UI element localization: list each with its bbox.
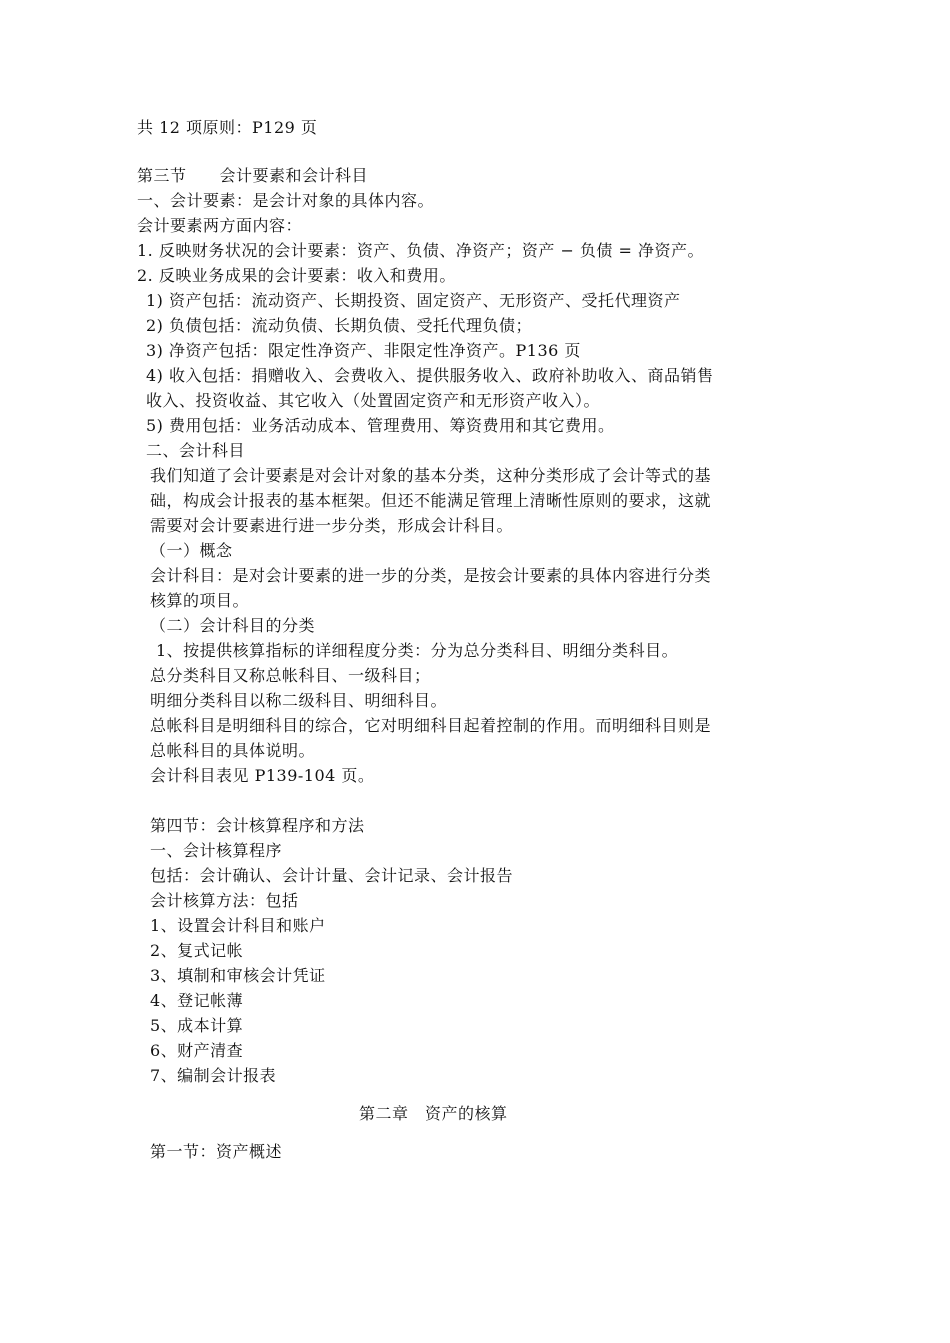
subsection-heading: （一）概念 [150, 541, 233, 560]
text-line: 1. 反映财务状况的会计要素：资产、负债、净资产；资产 − 负债 = 净资产。 [137, 241, 705, 260]
text-line: 包括：会计确认、会计计量、会计记录、会计报告 [150, 866, 514, 885]
text-line: 总帐科目是明细科目的综合，它对明细科目起着控制的作用。而明细科目则是 [150, 716, 712, 735]
section-heading: 第四节：会计核算程序和方法 [150, 816, 365, 835]
text-line: 4) 收入包括：捐赠收入、会费收入、提供服务收入、政府补助收入、商品销售 [146, 366, 714, 385]
text-line: 总分类科目又称总帐科目、一级科目； [150, 666, 431, 685]
section-heading: 第三节 会计要素和会计科目 [137, 166, 369, 185]
text-line: 2. 反映业务成果的会计要素：收入和费用。 [137, 266, 456, 285]
list-item: 6、财产清查 [150, 1041, 244, 1060]
text-line: 一、会计要素：是会计对象的具体内容。 [137, 191, 435, 210]
text-line: 5) 费用包括：业务活动成本、管理费用、筹资费用和其它费用。 [146, 416, 615, 435]
chapter-title: 第二章 资产的核算 [359, 1104, 508, 1123]
text-line: 会计科目表见 P139-104 页。 [150, 766, 375, 785]
principles-reference: 共 12 项原则：P129 页 [137, 118, 318, 137]
list-item: 5、成本计算 [150, 1016, 244, 1035]
text-line: 1) 资产包括：流动资产、长期投资、固定资产、无形资产、受托代理资产 [146, 291, 681, 310]
text-line: 明细分类科目以称二级科目、明细科目。 [150, 691, 448, 710]
text-line: 2) 负债包括：流动负债、长期负债、受托代理负债； [146, 316, 533, 335]
subsection-heading: 一、会计核算程序 [150, 841, 283, 860]
text-line: 需要对会计要素进行进一步分类，形成会计科目。 [150, 516, 514, 535]
subsection-heading: （二）会计科目的分类 [150, 616, 316, 635]
text-line: 会计要素两方面内容： [137, 216, 303, 235]
list-item: 2、复式记帐 [150, 941, 244, 960]
list-item: 3、填制和审核会计凭证 [150, 966, 326, 985]
text-line: 1、按提供核算指标的详细程度分类：分为总分类科目、明细分类科目。 [156, 641, 679, 660]
text-line: 核算的项目。 [150, 591, 250, 610]
text-line: 会计科目：是对会计要素的进一步的分类，是按会计要素的具体内容进行分类 [150, 566, 712, 585]
list-item: 7、编制会计报表 [150, 1066, 277, 1085]
list-item: 4、登记帐薄 [150, 991, 244, 1010]
text-line: 3) 净资产包括：限定性净资产、非限定性净资产。P136 页 [146, 341, 581, 360]
text-line: 会计核算方法：包括 [150, 891, 299, 910]
list-item: 1、设置会计科目和账户 [150, 916, 326, 935]
text-line: 收入、投资收益、其它收入（处置固定资产和无形资产收入）。 [146, 391, 601, 410]
subsection-heading: 二、会计科目 [146, 441, 246, 460]
text-line: 我们知道了会计要素是对会计对象的基本分类，这种分类形成了会计等式的基 [150, 466, 712, 485]
text-line: 础，构成会计报表的基本框架。但还不能满足管理上清晰性原则的要求，这就 [150, 491, 712, 510]
text-line: 总帐科目的具体说明。 [150, 741, 316, 760]
section-heading: 第一节：资产概述 [150, 1142, 283, 1161]
